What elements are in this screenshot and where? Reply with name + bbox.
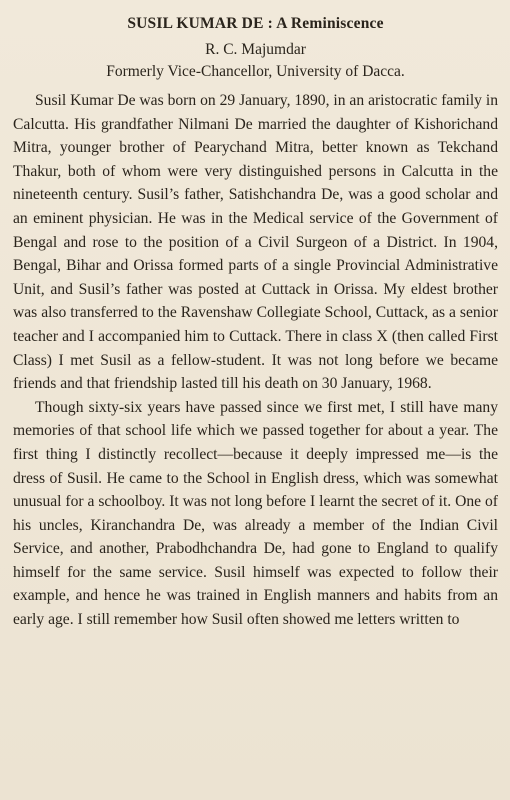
body-paragraph-1: Susil Kumar De was born on 29 January, 1890, in an aristocratic family in Calcutta. His grandfather Nilmani De married the daughter of Kishorichand Mitra, younger brother of Pearychand Mitra, better known as Tekchand Thakur, both of whom were very distinguished persons in Calcutta in the nineteenth century. Susil’s father, Satishchandra De, was a good scholar and an eminent physician. He was in the Medical service of the Government of Bengal and rose to the position of a Civil Surgeon of a District. In 1904, Bengal, Bihar and Orissa formed parts of a single Provincial Administrative Unit, and Susil’s father was posted at Cuttack in Orissa. My eldest brother was also transferred to the Ravenshaw Collegiate School, Cuttack, as a senior teacher and I accompanied him to Cuttack. There in class X (then called First Class) I met Susil as a fellow-student. It was not long before we became friends and that friendship lasted till his death on 30 January, 1968. — [13, 92, 498, 393]
body-paragraph-2: Though sixty-six years have passed since we first met, I still have many memories of that school life which we passed together for about a year. The first thing I distinctly recollect—because it deeply impressed me—is the dress of Susil. He came to the School in English dress, which was somewhat unusual for a schoolboy. It was not long before I learnt the secret of it. One of his uncles, Kiranchandra De, was already a member of the Indian Civil Service, and another, Prabodhchandra De, had gone to England to qualify himself for the same service. Susil himself was expected to follow their example, and hence he was trained in English manners and habits from an early age. I still remember how Susil often showed me letters written to — [13, 398, 498, 629]
article-title: SUSIL KUMAR DE : A Reminiscence — [127, 15, 384, 32]
author-name: R. C. Majumdar — [205, 41, 306, 58]
author-affiliation: Formerly Vice-Chancellor, University of Dacca. — [106, 63, 405, 80]
